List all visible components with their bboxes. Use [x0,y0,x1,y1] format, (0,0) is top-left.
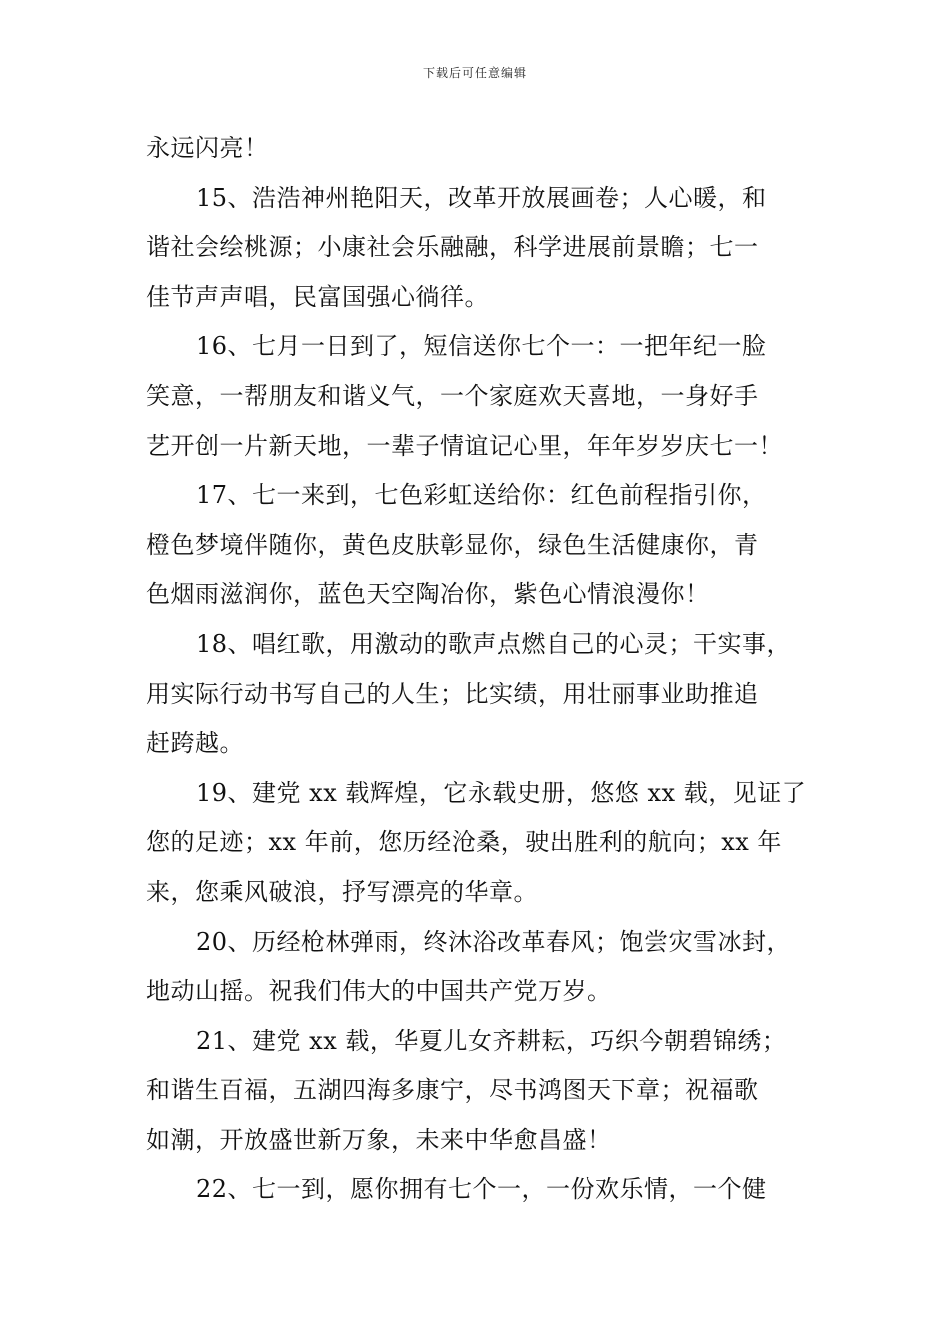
text-line: 色烟雨滋润你，蓝色天空陶冶你，紫色心情浪漫你！ [146,580,710,609]
text-line: 地动山摇。祝我们伟大的中国共产党万岁。 [146,977,612,1006]
paragraph-start-15: 15、浩浩神州艳阳天，改革开放展画卷；人心暖，和 [196,183,767,212]
paragraph-start-16: 16、七月一日到了，短信送你七个一：一把年纪一脸 [196,332,767,361]
text-line: 橙色梦境伴随你，黄色皮肤彰显你，绿色生活健康你，青 [146,530,759,559]
text-line: 如潮，开放盛世新万象，未来中华愈昌盛！ [146,1125,612,1154]
paragraph-start-19: 19、建党 xx 载辉煌，它永载史册，悠悠 xx 载，见证了 [196,778,807,807]
page-header: 下载后可任意编辑 [422,66,527,80]
text-line: 用实际行动书写自己的人生；比实绩，用壮丽事业助推追 [146,679,759,708]
text-line: 谐社会绘桃源；小康社会乐融融，科学进展前景瞻；七一 [146,233,759,262]
paragraph-start-20: 20、历经枪林弹雨，终沐浴改革春风；饱尝灾雪冰封， [196,927,792,956]
paragraph-start-22: 22、七一到，愿你拥有七个一，一份欢乐情，一个健 [196,1175,767,1204]
text-line: 您的足迹；xx 年前，您历经沧桑，驶出胜利的航向；xx 年 [146,828,782,857]
text-line: 笑意，一帮朋友和谐义气，一个家庭欢天喜地，一身好手 [146,381,759,410]
text-line: 赶跨越。 [146,729,244,758]
text-line: 和谐生百福，五湖四海多康宁，尽书鸿图天下章；祝福歌 [146,1076,759,1105]
paragraph-start-21: 21、建党 xx 载，华夏儿女齐耕耘，巧织今朝碧锦绣； [196,1026,787,1055]
paragraph-start-18: 18、唱红歌，用激动的歌声点燃自己的心灵；干实事， [196,629,792,658]
text-line: 来，您乘风破浪，抒写漂亮的华章。 [146,877,538,906]
document-body [146,124,826,1215]
text-line: 永远闪亮！ [146,134,269,162]
text-line: 艺开创一片新天地，一辈子情谊记心里，年年岁岁庆七一！ [146,431,783,460]
text-line: 佳节声声唱，民富国强心徜徉。 [146,282,489,311]
paragraph-start-17: 17、七一来到，七色彩虹送给你：红色前程指引你， [196,481,767,510]
